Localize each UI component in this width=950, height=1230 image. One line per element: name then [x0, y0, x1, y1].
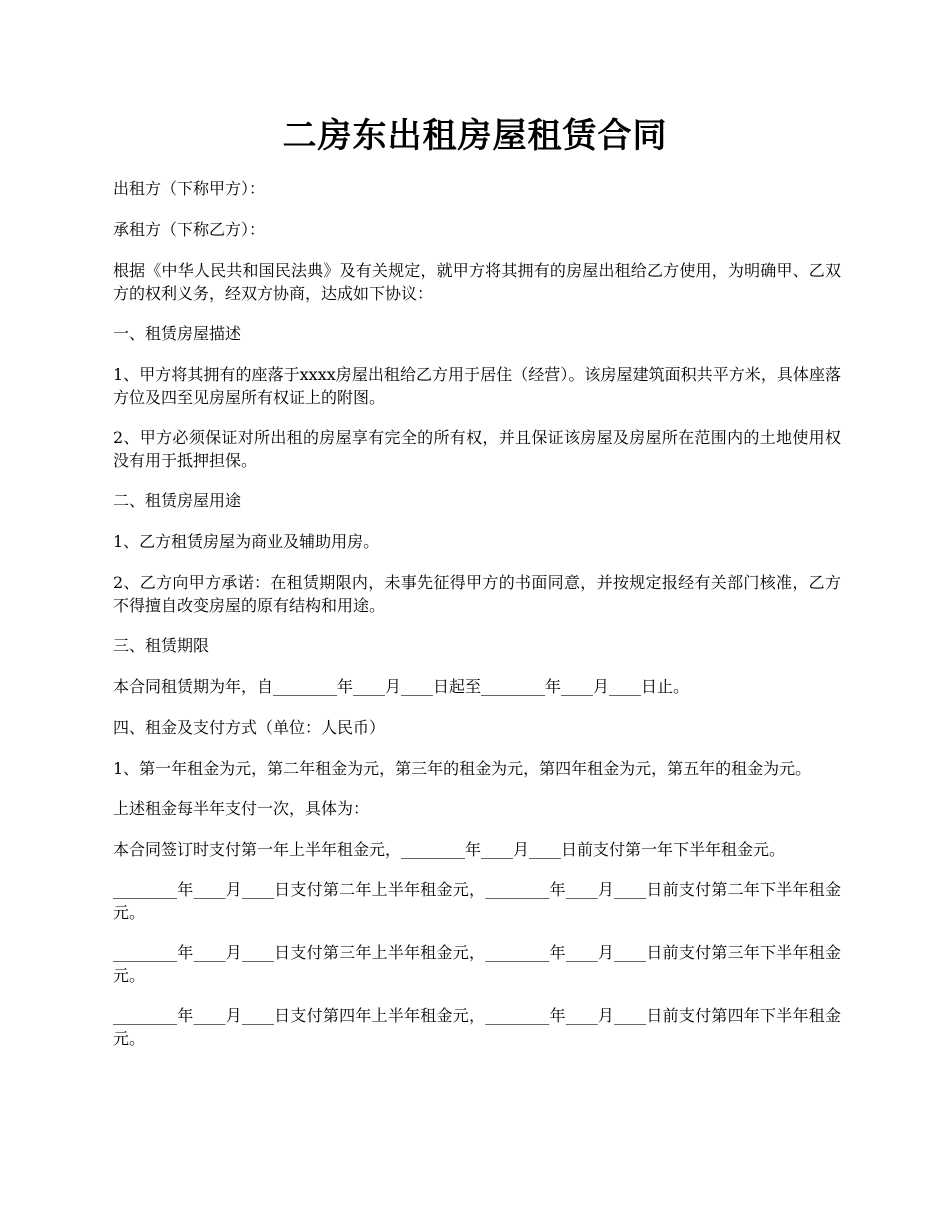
- payment-year-1: 本合同签订时支付第一年上半年租金元，________年____月____日前支付第一年下半年租金元。: [113, 840, 786, 859]
- payment-year-4: ________年____月____日支付第四年上半年租金元，________年____月____日前支付第四年下半年租金元。: [113, 1006, 841, 1048]
- lessee-line: 承租方（下称乙方）：: [113, 220, 266, 239]
- clause-4-1: 1、第一年租金为元，第二年租金为元，第三年的租金为元，第四年租金为元，第五年的租金为元。: [113, 759, 812, 778]
- clause-2-1: 1、乙方租赁房屋为商业及辅助用房。: [113, 532, 380, 551]
- clause-2-2: 2、乙方向甲方承诺：在租赁期限内，未事先征得甲方的书面同意，并按规定报经有关部门核准，乙方不得擅自改变房屋的原有结构和用途。: [113, 573, 841, 615]
- section-heading-1: 一、租赁房屋描述: [113, 324, 242, 343]
- section-heading-3: 三、租赁期限: [113, 636, 210, 655]
- clause-1-2: 2、甲方必须保证对所出租的房屋享有完全的所有权，并且保证该房屋及房屋所在范围内的土地使用权没有用于抵押担保。: [113, 428, 841, 470]
- section-heading-2: 二、租赁房屋用途: [113, 491, 242, 510]
- preamble-paragraph: 根据《中华人民共和国民法典》及有关规定，就甲方将其拥有的房屋出租给乙方使用，为明确甲、乙双方的权利义务，经双方协商，达成如下协议：: [113, 261, 841, 303]
- clause-1-1: 1、甲方将其拥有的座落于xxxx房屋出租给乙方用于居住（经营）。该房屋建筑面积共平方米，具体座落方位及四至见房屋所有权证上的附图。: [113, 365, 841, 407]
- payment-schedule-intro: 上述租金每半年支付一次，具体为：: [113, 799, 370, 818]
- section-heading-4: 四、租金及支付方式（单位：人民币）: [113, 718, 386, 737]
- lessor-line: 出租方（下称甲方）：: [113, 179, 266, 198]
- payment-year-3: ________年____月____日支付第三年上半年租金元，________年____月____日前支付第三年下半年租金元。: [113, 943, 841, 985]
- document-title: 二房东出租房屋租赁合同: [282, 116, 668, 156]
- document-body: [113, 177, 841, 1067]
- lease-term-paragraph: 本合同租赁期为年，自________年____月____日起至________年____月____日止。: [113, 677, 690, 696]
- payment-year-2: ________年____月____日支付第二年上半年租金元，________年____月____日前支付第二年下半年租金元。: [113, 880, 841, 922]
